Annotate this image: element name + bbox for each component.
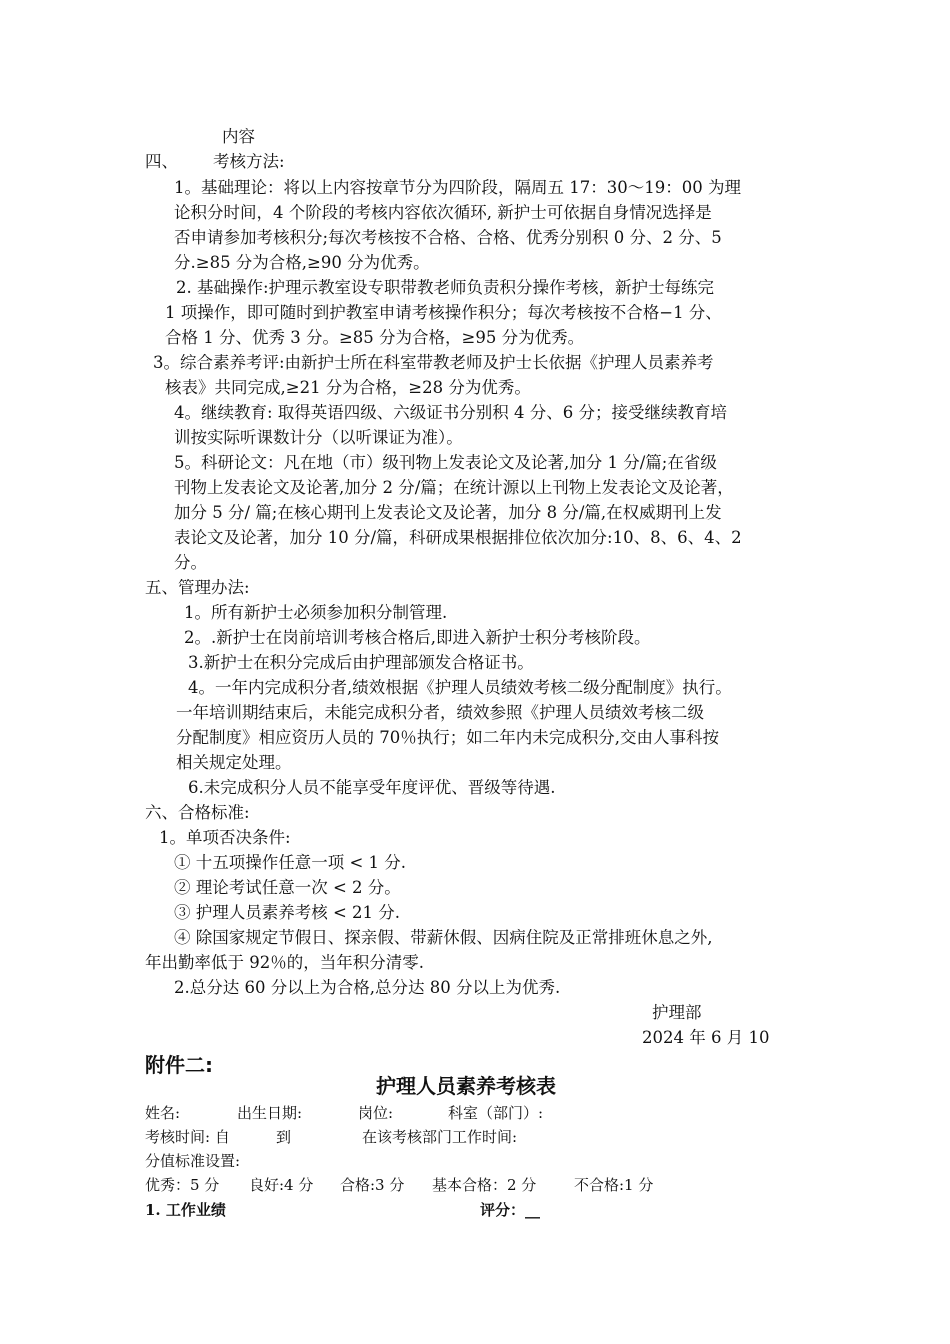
scoring-standard-label: 分值标准设置: [145,1152,241,1170]
field-post-label: 岗位: [358,1104,394,1122]
s4-item5-line: 刊物上发表论文及论著,加分 2 分/篇；在统计源以上刊物上发表论文及论著， [174,478,734,497]
grade-pass: 合格:3 分 [340,1176,405,1194]
s6-condition: ② 理论考试任意一次 < 2 分。 [174,878,401,897]
s4-item3-line: 3。综合素养考评:由新护士所在科室带教老师及护士长依据《护理人员素养考 [153,353,714,372]
s4-item1-line: 1。基础理论：将以上内容按章节分为四阶段，隔周五 17：30～19：00 为理 [174,178,741,197]
s6-condition-line: 年出勤率低于 92％的，当年积分清零. [145,953,424,972]
section-1-score-label: 评分：__ [480,1201,541,1219]
attachment-label: 附件二: [145,1053,213,1077]
signature-date: 2024 年 6 月 10 [642,1028,770,1047]
grade-basic-pass: 基本合格：2 分 [432,1176,537,1194]
s5-item4-line: 分配制度》相应资历人员的 70％执行；如二年内未完成积分,交由人事科按 [176,728,719,747]
s6-sub-heading: 2.总分达 60 分以上为合格,总分达 80 分以上为优秀. [174,978,561,997]
s4-item5-line: 加分 5 分/ 篇;在核心期刊上发表论文及论著，加分 8 分/篇,在权威期刊上发 [174,503,722,522]
section-1-title: 1. 工作业绩 [145,1201,226,1219]
section-4-number: 四、 [145,152,178,171]
s5-item: 1。所有新护士必须参加积分制管理. [184,603,448,622]
field-name-label: 姓名: [145,1104,181,1122]
s4-item1-line: 论积分时间，4 个阶段的考核内容依次循环, 新护士可依据自身情况选择是 [174,203,712,222]
field-time-from-label: 考核时间: 自 [145,1128,230,1146]
s5-item: 3.新护士在积分完成后由护理部颁发合格证书。 [188,653,534,672]
s4-item5-line: 分。 [174,553,207,572]
field-dept-label: 科室（部门）: [448,1104,544,1122]
s4-item2-line: 2. 基础操作:护理示教室设专职带教老师负责积分操作考核，新护士每练完 [176,278,715,297]
s6-condition: ① 十五项操作任意一项 < 1 分. [174,853,407,872]
s4-item4-line: 4。继续教育: 取得英语四级、六级证书分别积 4 分、6 分；接受继续教育培 [174,403,728,422]
s5-item4-line: 4。一年内完成积分者,绩效根据《护理人员绩效考核二级分配制度》执行。 [188,678,732,697]
s5-item4-line: 相关规定处理。 [176,753,292,772]
section-4-title: 考核方法: [213,152,285,171]
s4-item2-line: 合格 1 分、优秀 3 分。≥85 分为合格，≥95 分为优秀。 [165,328,585,347]
s4-item5-line: 表论文及论著，加分 10 分/篇，科研成果根据排位依次加分:10、8、6、4、2 [174,528,742,547]
field-time-to-label: 到 [276,1128,292,1146]
s4-item4-line: 训按实际听课数计分（以听课证为准）。 [174,428,463,447]
grade-good: 良好:4 分 [249,1176,314,1194]
s6-sub-heading: 1。单项否决条件: [159,828,291,847]
top-fragment: 内容 [222,127,255,146]
s4-item2-line: 1 项操作，即可随时到护教室申请考核操作积分；每次考核按不合格−1 分、 [165,303,722,322]
form-title: 护理人员素养考核表 [376,1074,556,1098]
grade-fail: 不合格:1 分 [574,1176,654,1194]
s6-condition-line: ④ 除国家规定节假日、探亲假、带薪休假、因病住院及正常排班休息之外, [174,928,713,947]
section-5-title: 五、管理办法: [145,578,250,597]
s6-condition: ③ 护理人员素养考核 < 21 分. [174,903,401,922]
s5-item: 6.未完成积分人员不能享受年度评优、晋级等待遇. [188,778,556,797]
grade-excellent: 优秀：5 分 [145,1176,220,1194]
signature-department: 护理部 [652,1003,702,1022]
field-work-time-label: 在该考核部门工作时间: [362,1128,518,1146]
s4-item3-line: 核表》共同完成,≥21 分为合格，≥28 分为优秀。 [165,378,531,397]
s4-item5-line: 5。科研论文：凡在地（市）级刊物上发表论文及论著,加分 1 分/篇;在省级 [174,453,717,472]
s5-item4-line: 一年培训期结束后，未能完成积分者，绩效参照《护理人员绩效考核二级 [176,703,704,722]
s4-item1-line: 分.≥85 分为合格,≥90 分为优秀。 [174,253,430,272]
field-birth-label: 出生日期: [237,1104,303,1122]
section-6-title: 六、合格标准: [145,803,250,822]
s4-item1-line: 否申请参加考核积分;每次考核按不合格、合格、优秀分别积 0 分、2 分、5 [174,228,722,247]
s5-item: 2。.新护士在岗前培训考核合格后,即进入新护士积分考核阶段。 [184,628,651,647]
